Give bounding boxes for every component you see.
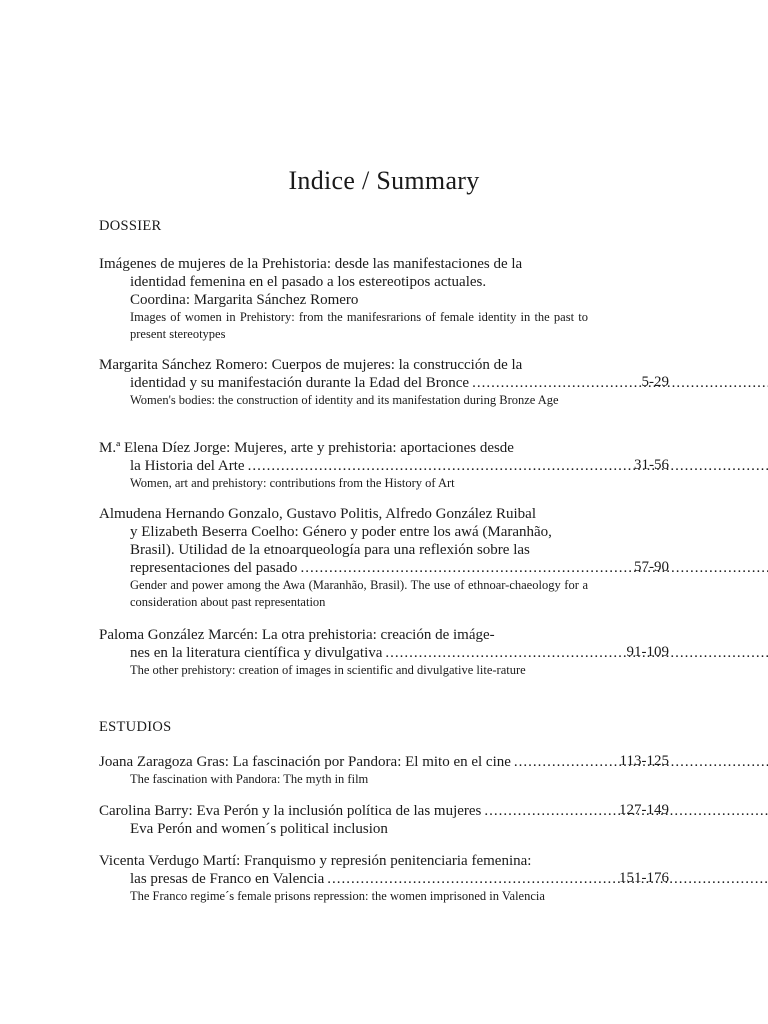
- page-range: 5-29: [641, 374, 669, 390]
- toc-entry: [99, 626, 669, 679]
- page-title: Indice / Summary: [288, 166, 480, 195]
- page-range: 151-176: [619, 870, 669, 886]
- page-range: 31-56: [634, 457, 669, 473]
- entry-translation: Women, art and prehistory: contributions from the History of Art: [130, 476, 455, 490]
- toc-entry: [99, 255, 669, 343]
- entry-translation: Women's bodies: the construction of identity and its manifestation during Bronze Age: [130, 393, 559, 407]
- toc-entry: [99, 802, 669, 838]
- entry-line: Joana Zaragoza Gras: La fascinación por Pandora: El mito en el cine: [99, 754, 511, 770]
- toc-entry: [99, 505, 669, 611]
- entry-line: Eva Perón and women´s political inclusion: [130, 821, 388, 837]
- entry-line: las presas de Franco en Valencia: [130, 871, 325, 887]
- toc-entry: [99, 753, 669, 788]
- entry-translation: The fascination with Pandora: The myth in film: [130, 772, 369, 786]
- toc-entry: [99, 356, 669, 409]
- page-range: 91-109: [626, 644, 669, 660]
- entry-line: nes en la literatura científica y divulgativa: [130, 645, 383, 661]
- entry-line: Carolina Barry: Eva Perón y la inclusión política de las mujeres: [99, 803, 482, 819]
- page-range: 113-125: [619, 753, 669, 769]
- entry-line: Margarita Sánchez Romero: Cuerpos de mujeres: la construcción de la: [99, 357, 523, 373]
- page-range: 57-90: [634, 559, 669, 575]
- entry-line: y Elizabeth Beserra Coelho: Género y poder entre los awá (Maranhão,: [130, 524, 552, 540]
- section-heading-estudios: ESTUDIOS: [99, 719, 172, 735]
- dot-leader: [300, 560, 768, 576]
- entry-line: identidad y su manifestación durante la Edad del Bronce: [130, 375, 470, 391]
- entry-line: Imágenes de mujeres de la Prehistoria: desde las manifestaciones de la: [99, 256, 523, 272]
- entry-line: M.ª Elena Díez Jorge: Mujeres, arte y prehistoria: aportaciones desde: [99, 440, 514, 456]
- entry-line: representaciones del pasado: [130, 560, 298, 576]
- entry-translation: The other prehistory: creation of images in scientific and divulgative lite-rature: [130, 663, 526, 677]
- entry-translation: Gender and power among the Awa (Maranhão, Brasil). The use of ethnoar-chaeology for a consideration about past representation: [130, 578, 588, 609]
- entry-translation: Images of women in Prehistory: from the manifesrarions of female identity in the past to present stereotypes: [130, 310, 588, 341]
- section-heading-dossier: DOSSIER: [99, 218, 162, 234]
- entry-line: identidad femenina en el pasado a los estereotipos actuales.: [130, 274, 487, 290]
- page-range: 127-149: [619, 802, 669, 818]
- entry-line: Brasil). Utilidad de la etnoarqueología para una reflexión sobre las: [130, 542, 530, 558]
- dot-leader: [248, 458, 768, 474]
- entry-line: Almudena Hernando Gonzalo, Gustavo Politis, Alfredo González Ruibal: [99, 506, 536, 522]
- dot-leader: [327, 871, 768, 887]
- entry-line: Vicenta Verdugo Martí: Franquismo y represión penitenciaria femenina:: [99, 853, 532, 869]
- entry-translation: The Franco regime´s female prisons repression: the women imprisoned in Valencia: [130, 889, 545, 903]
- entry-line: Paloma González Marcén: La otra prehistoria: creación de imáge-: [99, 627, 495, 643]
- toc-entry: [99, 852, 669, 905]
- entry-line: Coordina: Margarita Sánchez Romero: [130, 292, 359, 308]
- dot-leader: [385, 645, 768, 661]
- toc-entry: [99, 439, 669, 492]
- entry-line: la Historia del Arte: [130, 458, 245, 474]
